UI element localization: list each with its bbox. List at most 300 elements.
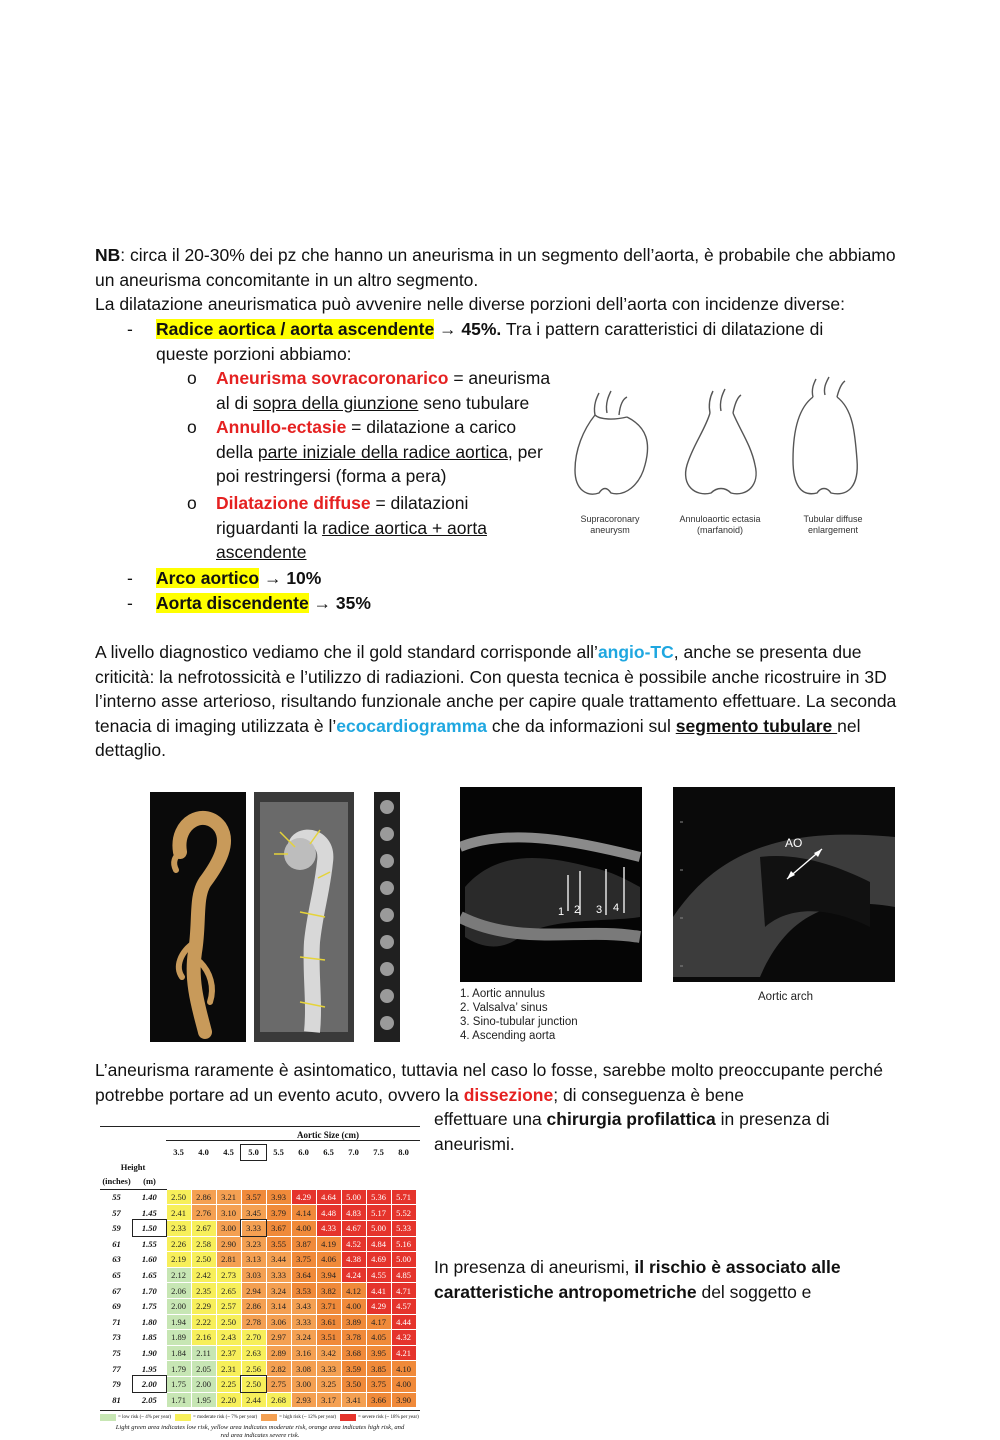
risk-value-cell: 3.50	[341, 1376, 366, 1392]
table-row	[100, 1361, 416, 1377]
sub-text: = aneurisma al di	[216, 368, 551, 413]
sub-item-supracoronary	[216, 366, 561, 415]
text: L’aneurisma raramente è asintomatico, tuttavia nel caso lo fosse, sarebbe molto preoccupante perché potrebbe portare ad un evento acuto, ovvero la	[95, 1060, 883, 1105]
text: In presenza di aneurismi,	[434, 1257, 635, 1277]
echo-label-4: 4	[613, 902, 620, 914]
risk-value-cell: 4.67	[341, 1220, 366, 1236]
caption-annuloaortic: Annuloaortic ectasia	[679, 514, 761, 524]
risk-value-cell: 2.16	[191, 1330, 216, 1346]
risk-value-cell: 1.75	[166, 1376, 191, 1392]
height-meters-cell: 1.70	[141, 1285, 157, 1296]
height-inches-cell: 69	[112, 1301, 121, 1312]
risk-value-cell: 5.36	[366, 1189, 391, 1205]
risk-value-cell: 4.52	[341, 1236, 366, 1252]
table-row	[100, 1267, 416, 1283]
risk-value-cell: 3.93	[266, 1189, 291, 1205]
legend-swatch	[261, 1414, 277, 1421]
risk-value-cell: 2.70	[241, 1330, 266, 1346]
complications-paragraph	[95, 1058, 905, 1107]
diagnostics-paragraph	[95, 640, 905, 763]
height-meters-cell: 1.75	[141, 1301, 157, 1312]
risk-value-cell: 5.00	[366, 1220, 391, 1236]
ao-label: AO	[785, 836, 803, 850]
table-row	[100, 1205, 416, 1221]
height-meters-cell: 1.80	[141, 1316, 157, 1327]
risk-value-cell: 2.68	[266, 1392, 291, 1408]
risk-value-cell: 3.71	[316, 1298, 341, 1314]
risk-footnote-line-2: red area indicates severe risk.	[220, 1432, 300, 1440]
risk-value-cell: 3.53	[291, 1283, 316, 1299]
sub-item-diffuse	[216, 491, 516, 565]
height-header-row	[100, 1160, 416, 1175]
legend-item	[100, 1414, 171, 1421]
caption-tubular: Tubular diffuse	[803, 514, 863, 524]
risk-value-cell: 2.86	[191, 1189, 216, 1205]
sub-bullet: o	[187, 368, 197, 388]
risk-value-cell: 3.87	[291, 1236, 316, 1252]
risk-value-cell: 4.69	[366, 1252, 391, 1268]
risk-value-cell: 3.66	[366, 1392, 391, 1408]
echo-label-1: 1	[558, 906, 565, 918]
risk-value-cell: 3.68	[341, 1345, 366, 1361]
risk-value-cell: 2.33	[166, 1220, 191, 1236]
risk-value-cell: 5.00	[341, 1189, 366, 1205]
legend-swatch	[340, 1414, 356, 1421]
risk-value-cell: 3.59	[341, 1361, 366, 1377]
sub-item-annulo-ectasia	[216, 415, 546, 489]
size-header-cell: 8.0	[398, 1147, 409, 1158]
echo-list-3: 3. Sino-tubular junction	[460, 1016, 578, 1028]
echocardiogram-images	[460, 787, 895, 982]
sub-text: , per poi restringersi (forma a pera)	[216, 441, 543, 486]
risk-value-cell: 3.21	[216, 1189, 241, 1205]
legend-item	[340, 1414, 419, 1421]
risk-value-cell: 2.22	[191, 1314, 216, 1330]
sub-title: Annullo-ectasie	[216, 417, 347, 437]
ct-angio-images	[150, 792, 400, 1042]
risk-value-cell: 2.94	[241, 1283, 266, 1299]
risk-value-cell: 3.90	[391, 1392, 416, 1408]
text: che da informazioni sul	[487, 715, 676, 736]
height-inches-cell: 61	[112, 1238, 121, 1249]
risk-value-cell: 3.89	[341, 1314, 366, 1330]
table-row	[100, 1189, 416, 1205]
risk-value-cell: 2.76	[191, 1205, 216, 1221]
risk-value-cell: 2.35	[191, 1283, 216, 1299]
risk-value-cell: 2.26	[166, 1236, 191, 1252]
risk-footnote	[100, 1424, 420, 1440]
height-inches-cell: 73	[112, 1332, 121, 1343]
list-item-root-ascending	[156, 317, 876, 366]
risk-value-cell: 3.51	[316, 1330, 341, 1346]
risk-value-cell: 4.00	[341, 1298, 366, 1314]
height-inches-cell: 57	[112, 1207, 121, 1218]
risk-value-cell: 3.43	[291, 1298, 316, 1314]
risk-value-cell: 3.78	[341, 1330, 366, 1346]
nb-label: NB	[95, 245, 121, 265]
risk-value-cell: 5.52	[391, 1205, 416, 1221]
risk-value-cell: 1.89	[166, 1330, 191, 1346]
risk-value-cell: 5.71	[391, 1189, 416, 1205]
risk-value-cell: 3.33	[316, 1361, 341, 1377]
height-inches-cell: 55	[112, 1192, 121, 1203]
tubular-diffuse-drawing	[793, 377, 857, 494]
legend-label: = moderate risk (~ 7% per year)	[193, 1415, 258, 1421]
chirurgia-term: chirurgia profilattica	[546, 1109, 716, 1129]
legend-swatch	[100, 1414, 116, 1421]
risk-value-cell: 2.67	[191, 1220, 216, 1236]
list-dash: -	[127, 568, 133, 588]
root-ascending-highlight: Radice aortica / aorta ascendente	[156, 319, 435, 339]
height-meters-cell: 1.90	[141, 1348, 157, 1359]
risk-value-cell: 4.29	[291, 1189, 316, 1205]
sub-bullet: o	[187, 493, 197, 513]
risk-value-cell: 2.11	[191, 1345, 216, 1361]
risk-value-cell: 3.24	[291, 1330, 316, 1346]
risk-value-cell: 2.75	[266, 1376, 291, 1392]
echo-label-3: 3	[596, 904, 603, 916]
risk-value-cell: 2.41	[166, 1205, 191, 1221]
risk-value-cell: 4.32	[391, 1330, 416, 1346]
risk-value-cell: 2.78	[241, 1314, 266, 1330]
percentage: 45%.	[461, 319, 502, 339]
risk-value-cell: 3.33	[241, 1220, 266, 1236]
risk-value-cell: 3.06	[266, 1314, 291, 1330]
arch-highlight: Arco aortico	[156, 568, 260, 588]
risk-value-cell: 3.55	[266, 1236, 291, 1252]
risk-value-cell: 2.65	[216, 1283, 241, 1299]
risk-value-cell: 3.75	[366, 1376, 391, 1392]
text: , anche se presenta due criticità: la nefrotossicità e l’utilizzo di radiazioni. Con questa tecnica è possibile anche ricostruire in 3D l’interno asse arterioso, risultando funzionale anche per capire quale trattamento effettuare. La seconda tenacia di imaging utilizzata è l’	[95, 642, 897, 736]
height-label: Height	[120, 1161, 146, 1172]
risk-term: il rischio è associato alle caratteristiche antropometriche	[434, 1257, 841, 1302]
risk-value-cell: 2.20	[216, 1392, 241, 1408]
legend-label: = low risk (~ 4% per year)	[118, 1415, 172, 1421]
risk-value-cell: 3.57	[241, 1189, 266, 1205]
legend-label: = severe risk (~ 18% per year)	[358, 1415, 419, 1421]
height-meters-cell: 1.85	[141, 1332, 157, 1343]
sub-text: = dilatazione a carico della	[216, 417, 517, 462]
arrow: →	[434, 319, 462, 339]
table-row	[100, 1220, 416, 1236]
risk-value-cell: 4.00	[391, 1376, 416, 1392]
ecocardiogramma-term: ecocardiogramma	[336, 715, 488, 736]
risk-value-cell: 4.21	[391, 1345, 416, 1361]
height-inches-cell: 79	[112, 1379, 121, 1390]
risk-value-cell: 2.37	[216, 1345, 241, 1361]
risk-value-cell: 2.86	[241, 1298, 266, 1314]
risk-value-cell: 2.56	[241, 1361, 266, 1377]
height-inches-cell: 67	[112, 1285, 121, 1296]
risk-value-cell: 5.00	[391, 1252, 416, 1268]
size-header-cell: 6.5	[323, 1147, 334, 1158]
risk-value-cell: 3.03	[241, 1267, 266, 1283]
risk-value-cell: 1.79	[166, 1361, 191, 1377]
risk-value-cell: 2.50	[241, 1376, 266, 1392]
arrow: →	[308, 593, 336, 613]
list-item-descending	[156, 591, 371, 616]
legend-swatch	[175, 1414, 191, 1421]
size-header-cell: 5.0	[241, 1145, 266, 1160]
sub-bullet: o	[187, 417, 197, 437]
text: ; di conseguenza è bene	[553, 1084, 744, 1105]
risk-value-cell: 3.23	[241, 1236, 266, 1252]
size-header-cell: 6.0	[298, 1147, 309, 1158]
risk-value-cell: 3.10	[216, 1205, 241, 1221]
risk-value-cell: 3.85	[366, 1361, 391, 1377]
risk-value-cell: 1.94	[166, 1314, 191, 1330]
height-meters-cell: 1.40	[141, 1192, 157, 1203]
risk-value-cell: 2.81	[216, 1252, 241, 1268]
risk-value-cell: 4.85	[391, 1267, 416, 1283]
risk-legend	[100, 1414, 420, 1421]
risk-value-cell: 3.67	[266, 1220, 291, 1236]
risk-value-cell: 2.12	[166, 1267, 191, 1283]
height-meters-cell: 1.50	[133, 1220, 166, 1236]
risk-value-cell: 3.41	[341, 1392, 366, 1408]
table-row	[100, 1392, 416, 1408]
annuloaortic-ectasia-drawing	[686, 389, 757, 494]
aortic-size-title: Aortic Size (cm)	[166, 1130, 420, 1141]
risk-value-cell: 4.38	[341, 1252, 366, 1268]
blank-header	[133, 1145, 166, 1160]
risk-value-cell: 4.10	[391, 1361, 416, 1377]
risk-value-cell: 2.00	[191, 1376, 216, 1392]
height-inches-cell: 63	[112, 1254, 121, 1265]
risk-value-cell: 4.12	[341, 1283, 366, 1299]
risk-value-cell: 4.48	[316, 1205, 341, 1221]
risk-value-cell: 3.45	[241, 1205, 266, 1221]
caption-supracoronary-2: aneurysm	[590, 525, 630, 535]
table-row	[100, 1345, 416, 1361]
risk-value-cell: 2.31	[216, 1361, 241, 1377]
risk-value-cell: 4.05	[366, 1330, 391, 1346]
risk-value-cell: 2.44	[241, 1392, 266, 1408]
height-inches-cell: 65	[112, 1270, 121, 1281]
text: nel dettaglio.	[95, 715, 861, 760]
meters-header: (m)	[133, 1174, 166, 1189]
risk-value-cell: 2.93	[291, 1392, 316, 1408]
risk-value-cell: 1.95	[191, 1392, 216, 1408]
risk-value-cell: 3.25	[316, 1376, 341, 1392]
percentage: 35%	[335, 593, 371, 613]
height-meters-cell: 1.65	[141, 1270, 157, 1281]
descending-highlight: Aorta discendente	[156, 593, 309, 613]
risk-value-cell: 4.17	[366, 1314, 391, 1330]
dilatation-intro: La dilatazione aneurismatica può avvenire nelle diverse porzioni dell’aorta con incidenze diverse:	[95, 294, 846, 314]
risk-value-cell: 4.71	[391, 1283, 416, 1299]
risk-value-cell: 2.50	[216, 1314, 241, 1330]
risk-value-cell: 3.64	[291, 1267, 316, 1283]
risk-value-cell: 4.84	[366, 1236, 391, 1252]
risk-value-cell: 4.14	[291, 1205, 316, 1221]
risk-value-cell: 4.19	[316, 1236, 341, 1252]
units-header-row	[100, 1174, 416, 1189]
risk-value-cell: 5.17	[366, 1205, 391, 1221]
risk-value-cell: 4.57	[391, 1298, 416, 1314]
size-header-cell: 7.0	[348, 1147, 359, 1158]
dissezione-term: dissezione	[463, 1084, 554, 1105]
text: del soggetto e	[696, 1281, 812, 1302]
table-row	[100, 1252, 416, 1268]
nb-paragraph	[95, 243, 905, 292]
list-dash: -	[127, 593, 133, 613]
height-inches-cell: 75	[112, 1348, 121, 1359]
risk-value-cell: 2.73	[216, 1267, 241, 1283]
risk-value-cell: 3.79	[266, 1205, 291, 1221]
angio-tc-term: angio-TC	[597, 642, 674, 662]
risk-value-cell: 2.06	[166, 1283, 191, 1299]
risk-value-cell: 3.14	[266, 1298, 291, 1314]
risk-value-cell: 3.95	[366, 1345, 391, 1361]
inches-header: (inches)	[100, 1174, 133, 1189]
table-row	[100, 1330, 416, 1346]
sub-underline: sopra della giunzione	[252, 392, 419, 413]
aortic-risk-table-figure	[100, 1126, 420, 1440]
risk-value-cell: 2.82	[266, 1361, 291, 1377]
size-header-cell: 5.5	[273, 1147, 284, 1158]
blank-header	[100, 1145, 133, 1160]
height-meters-cell: 1.95	[141, 1363, 157, 1374]
risk-value-cell: 2.43	[216, 1330, 241, 1346]
table-row	[100, 1314, 416, 1330]
list-item-arch	[156, 566, 321, 591]
risk-value-cell: 4.44	[391, 1314, 416, 1330]
risk-value-cell: 3.33	[266, 1267, 291, 1283]
risk-value-cell: 2.50	[191, 1252, 216, 1268]
percentage: 10%	[286, 568, 322, 588]
risk-value-cell: 4.29	[366, 1298, 391, 1314]
risk-value-cell: 2.63	[241, 1345, 266, 1361]
risk-value-cell: 2.00	[166, 1298, 191, 1314]
legend-item	[261, 1414, 336, 1421]
caption-annuloaortic-2: (marfanoid)	[696, 525, 744, 535]
risk-value-cell: 2.89	[266, 1345, 291, 1361]
size-header-cell: 4.0	[198, 1147, 209, 1158]
echo-list-4: 4. Ascending aorta	[460, 1030, 556, 1042]
text: in presenza di aneurismi.	[434, 1109, 830, 1154]
legend-label: = high risk (~ 12% per year)	[279, 1415, 337, 1421]
size-header-cell: 7.5	[373, 1147, 384, 1158]
sub-underline: parte iniziale della radice aortica	[257, 441, 508, 462]
risk-value-cell: 1.84	[166, 1345, 191, 1361]
text: A livello diagnostico vediamo che il gold standard corrisponde all’	[95, 642, 598, 662]
risk-value-cell: 2.90	[216, 1236, 241, 1252]
risk-value-cell: 3.17	[316, 1392, 341, 1408]
risk-value-cell: 4.00	[291, 1220, 316, 1236]
size-header-row	[100, 1145, 416, 1160]
list-dash: -	[127, 319, 133, 339]
table-row	[100, 1236, 416, 1252]
height-inches-cell: 71	[112, 1316, 121, 1327]
risk-value-cell: 4.41	[366, 1283, 391, 1299]
sub-underline: radice aortica + aorta ascendente	[216, 517, 487, 562]
echo-label-2: 2	[574, 904, 581, 916]
risk-value-cell: 2.50	[166, 1189, 191, 1205]
risk-value-cell: 3.42	[316, 1345, 341, 1361]
risk-value-cell: 3.24	[266, 1283, 291, 1299]
risk-value-cell: 3.00	[216, 1220, 241, 1236]
height-meters-cell: 2.00	[133, 1376, 166, 1392]
table-row	[100, 1298, 416, 1314]
supracoronary-aneurysm-drawing	[575, 391, 648, 494]
height-inches-cell: 77	[112, 1363, 121, 1374]
risk-value-cell: 4.83	[341, 1205, 366, 1221]
risk-value-cell: 3.13	[241, 1252, 266, 1268]
arrow: →	[259, 568, 287, 588]
caption-supracoronary: Supracoronary	[580, 514, 640, 524]
aortic-risk-table	[100, 1145, 417, 1408]
sub-text: seno tubulare	[418, 392, 530, 413]
risk-value-cell: 4.06	[316, 1252, 341, 1268]
risk-value-cell: 4.24	[341, 1267, 366, 1283]
sub-title: Dilatazione diffuse	[216, 493, 371, 513]
risk-value-cell: 3.94	[316, 1267, 341, 1283]
risk-value-cell: 2.19	[166, 1252, 191, 1268]
risk-footnote-line-1: Light green area indicates low risk, yellow area indicates moderate risk, orange area indicates high risk, and	[115, 1424, 405, 1432]
height-meters-cell: 2.05	[141, 1394, 157, 1405]
risk-value-cell: 3.44	[266, 1252, 291, 1268]
risk-value-cell: 2.57	[216, 1298, 241, 1314]
height-meters-cell: 1.45	[141, 1207, 157, 1218]
height-inches-cell: 59	[112, 1223, 121, 1234]
size-header-cell: 3.5	[173, 1147, 184, 1158]
risk-value-cell: 3.75	[291, 1252, 316, 1268]
sub-text: = dilatazioni riguardanti la	[216, 493, 469, 538]
height-inches-cell: 81	[112, 1394, 121, 1405]
echo-list-1: 1. Aortic annulus	[460, 988, 546, 1000]
risk-paragraph	[434, 1255, 864, 1304]
risk-value-cell: 2.29	[191, 1298, 216, 1314]
prophylactic-surgery-paragraph	[434, 1107, 864, 1156]
text: effettuare una	[434, 1109, 547, 1129]
sub-title: Aneurisma sovracoronarico	[216, 368, 449, 388]
size-header-cell: 4.5	[223, 1147, 234, 1158]
aortic-arch-caption: Aortic arch	[758, 991, 813, 1003]
risk-value-cell: 4.33	[316, 1220, 341, 1236]
risk-value-cell: 2.97	[266, 1330, 291, 1346]
risk-table-body	[100, 1189, 416, 1407]
risk-value-cell: 2.42	[191, 1267, 216, 1283]
height-header	[100, 1160, 166, 1175]
risk-value-cell: 3.61	[316, 1314, 341, 1330]
risk-value-cell: 2.05	[191, 1361, 216, 1377]
risk-value-cell: 3.08	[291, 1361, 316, 1377]
item-text: Tra i pattern caratteristici di dilatazione di queste porzioni abbiamo:	[156, 319, 824, 364]
nb-text: : circa il 20-30% dei pz che hanno un aneurisma in un segmento dell’aorta, è probabile che abbiamo un aneurisma concomitante in un altro segmento.	[95, 245, 896, 290]
risk-value-cell: 5.33	[391, 1220, 416, 1236]
height-meters-cell: 1.55	[141, 1238, 157, 1249]
aneurysm-shapes-figure	[565, 375, 895, 545]
risk-value-cell: 4.55	[366, 1267, 391, 1283]
risk-value-cell: 1.71	[166, 1392, 191, 1408]
risk-value-cell: 3.82	[316, 1283, 341, 1299]
risk-value-cell: 2.58	[191, 1236, 216, 1252]
table-row	[100, 1376, 416, 1392]
echo-list-2: 2. Valsalva’ sinus	[460, 1002, 548, 1014]
risk-value-cell: 2.25	[216, 1376, 241, 1392]
legend-item	[175, 1414, 257, 1421]
risk-value-cell: 3.00	[291, 1376, 316, 1392]
risk-value-cell: 5.16	[391, 1236, 416, 1252]
segmento-tubulare-term: segmento tubulare	[675, 715, 838, 736]
caption-tubular-2: enlargement	[807, 525, 859, 535]
table-row	[100, 1283, 416, 1299]
risk-value-cell: 3.33	[291, 1314, 316, 1330]
height-meters-cell: 1.60	[141, 1254, 157, 1265]
risk-value-cell: 4.64	[316, 1189, 341, 1205]
risk-value-cell: 3.16	[291, 1345, 316, 1361]
